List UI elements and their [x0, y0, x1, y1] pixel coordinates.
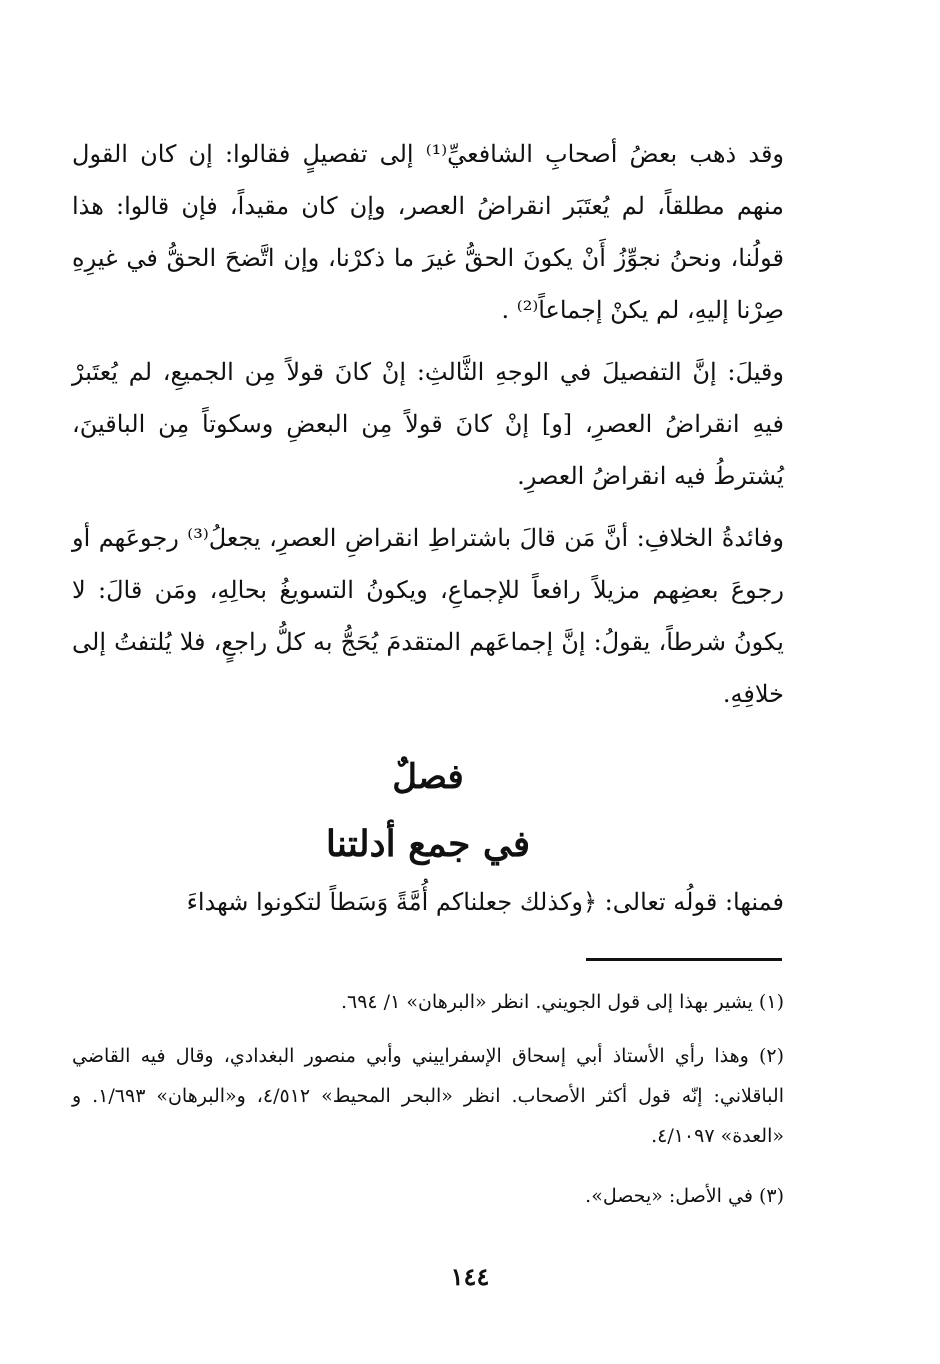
footnote-1: (١) يشير بهذا إلى قول الجويني. انظر «البرهان» ١/ ٦٩٤. [340, 991, 784, 1013]
section-title: في جمع أدلتنا [325, 823, 531, 865]
section-opening-line: فمنها: قولُه تعالى: ﴿وكذلك جعلناكم أُمَّةً وَسَطاً لتكونوا شهداءَ [186, 888, 784, 916]
page-number: ١٤٤ [450, 1262, 490, 1291]
paragraph-3: وفائدةُ الخلافِ: أنَّ مَن قالَ باشتراطِ انقراضِ العصرِ، يجعلُ⁽³⁾ رجوعَهم أو رجوعَ بعضِهم مزيلاً رافعاً للإجماعِ، ويكونُ التسويغُ بحالِهِ، ومَن قالَ: لا يكونُ شرطاً، يقولُ: إنَّ إجماعَهم المتقدمَ يُحَجُّ به كلُّ راجعٍ، فلا يُلتفتُ إلى خلافِهِ. [72, 524, 785, 708]
section-label: فصلٌ [392, 757, 464, 797]
paragraph-2: وقيلَ: إنَّ التفصيلَ في الوجهِ الثَّالثِ: إنْ كانَ قولاً مِن الجميعِ، لم يُعتَبرْ فيهِ انقراضُ العصرِ، [و] إنْ كانَ قولاً مِن البعضِ وسكوتاً مِن الباقينَ، يُشترطُ فيه انقراضُ العصرِ. [72, 358, 784, 490]
footnote-separator [586, 958, 782, 961]
footnote-3: (٣) في الأصل: «يحصل». [585, 1185, 784, 1207]
paragraph-1: وقد ذهب بعضُ أصحابِ الشافعيِّ⁽¹⁾ إلى تفصيلٍ فقالوا: إن كان القول منهم مطلقاً، لم يُعتَبَر انقراضُ العصر، وإن كان مقيداً، فإن قالوا: هذا قولُنا، ونحنُ نجوِّزُ أَنْ يكونَ الحقُّ غيرَ ما ذكرْنا، وإن اتَّضحَ الحقُّ في غيرِهِ صِرْنا إليهِ، لم يكنْ إجماعاً⁽²⁾ . [72, 140, 785, 324]
footnote-2: (٢) وهذا رأي الأستاذ أبي إسحاق الإسفراييني وأبي منصور البغدادي، وقال فيه القاضي الباقلاني: إنّه قول أكثر الأصحاب. انظر «البحر المحيط» ٤/٥١٢، و«البرهان» ١/٦٩٣. و «العدة» ٤/١٠٩٧. [72, 1045, 784, 1147]
